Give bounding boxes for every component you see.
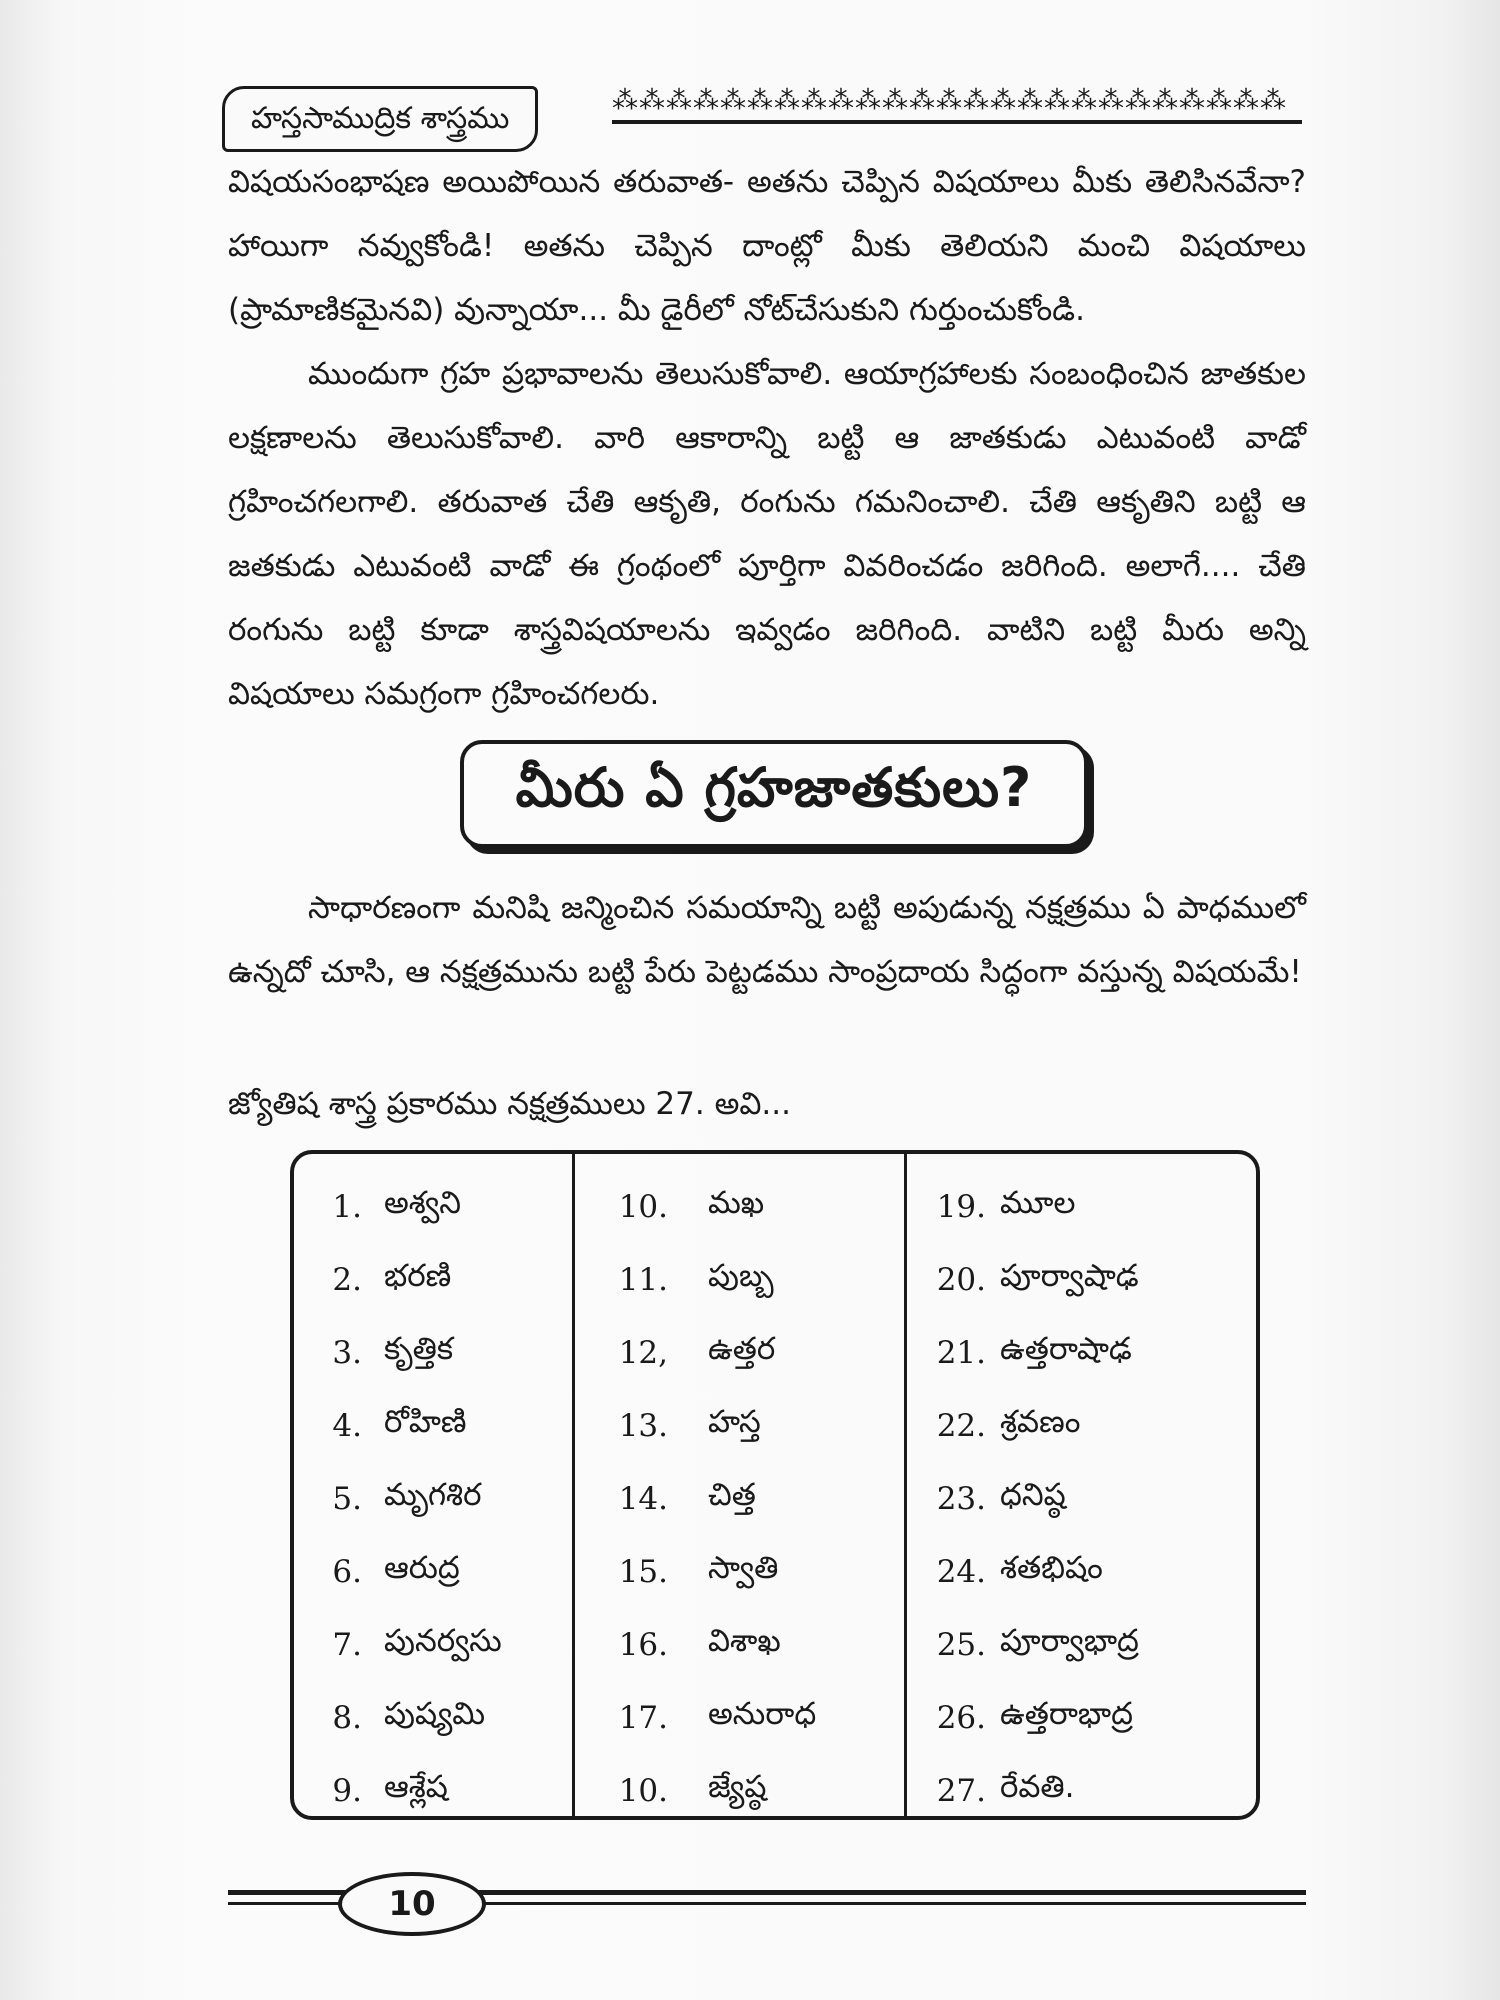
nakshatra-number: 17. xyxy=(618,1699,668,1736)
nakshatra-number: 3. xyxy=(332,1334,362,1371)
nakshatra-row xyxy=(920,1243,1139,1316)
nakshatra-row xyxy=(594,1535,816,1608)
nakshatra-row xyxy=(294,1243,502,1316)
nakshatra-row xyxy=(594,1608,816,1681)
nakshatra-row xyxy=(294,1389,502,1462)
section-heading-box xyxy=(460,740,1088,848)
nakshatra-row xyxy=(294,1170,502,1243)
nakshatra-number: 10. xyxy=(618,1188,668,1225)
nakshatra-row xyxy=(920,1316,1139,1389)
nakshatra-row xyxy=(294,1535,502,1608)
nakshatra-row xyxy=(594,1389,816,1462)
running-head xyxy=(222,86,538,152)
nakshatra-number: 10. xyxy=(618,1772,668,1809)
nakshatra-row xyxy=(594,1462,816,1535)
nakshatra-row xyxy=(594,1170,816,1243)
nakshatra-name: శతభిషం xyxy=(1000,1550,1103,1586)
paragraph-text: జ్యోతిష శాస్త్ర ప్రకారము నక్షత్రములు 27. అవి... xyxy=(228,1086,791,1122)
nakshatra-number: 24. xyxy=(936,1553,986,1590)
intro-paragraph-1 xyxy=(228,150,1306,342)
paragraph-text: ముందుగా గ్రహ ప్రభావాలను తెలుసుకోవాలి. ఆయాగ్రహాలకు సంబంధించిన జాతకుల లక్షణాలను తెలుసుకోవాలి. వారి ఆకారాన్ని బట్టి ఆ జాతకుడు ఎటువంటి వాడో గ్రహించగలగాలి. తరువాత చేతి ఆకృతి, రంగును గమనించాలి. చేతి ఆకృతిని బట్టి ఆ జతకుడు ఎటువంటి వాడో ఈ గ్రంథంలో పూర్తిగా వివరించడం జరిగింది. అలాగే.... చేతి రంగును బట్టి కూడా శాస్త్రవిషయాలను ఇవ్వడం జరిగింది. వాటిని బట్టి మీరు అన్ని విషయాలు సమగ్రంగా గ్రహించగలరు. xyxy=(228,356,1306,712)
nakshatra-number: 12, xyxy=(618,1334,668,1371)
nakshatra-number: 5. xyxy=(332,1480,362,1517)
nakshatra-number: 9. xyxy=(332,1772,362,1809)
nakshatra-column-3 xyxy=(920,1170,1139,1827)
nakshatra-number: 4. xyxy=(332,1407,362,1444)
nakshatra-number: 14. xyxy=(618,1480,668,1517)
nakshatra-number: 26. xyxy=(936,1699,986,1736)
nakshatra-name: పూర్వాషాఢ xyxy=(1000,1258,1139,1294)
nakshatra-name: కృత్తిక xyxy=(384,1331,454,1367)
nakshatra-name: పుష్యమి xyxy=(384,1696,486,1732)
nakshatra-row xyxy=(594,1316,816,1389)
nakshatra-column-1 xyxy=(294,1170,502,1827)
nakshatra-number: 11. xyxy=(618,1261,668,1298)
nakshatra-name: భరణి xyxy=(384,1258,452,1294)
nakshatra-column-2 xyxy=(594,1170,816,1827)
nakshatra-name: ఆశ్లేష xyxy=(384,1769,448,1805)
nakshatra-row xyxy=(920,1389,1139,1462)
nakshatra-name: శ్రవణం xyxy=(1000,1404,1081,1440)
nakshatra-name: ఉత్తరాషాఢ xyxy=(1000,1331,1132,1367)
intro-paragraph-2 xyxy=(228,342,1306,726)
nakshatra-name: పునర్వసు xyxy=(384,1623,502,1659)
nakshatra-name: ఆరుద్ర xyxy=(384,1550,460,1586)
nakshatra-name: మృగశిర xyxy=(384,1477,482,1513)
column-divider xyxy=(904,1154,907,1816)
nakshatra-number: 27. xyxy=(936,1772,986,1809)
nakshatra-row xyxy=(294,1754,502,1827)
nakshatra-number: 6. xyxy=(332,1553,362,1590)
paragraph-text: సాధారణంగా మనిషి జన్మించిన సమయాన్ని బట్టి అపుడున్న నక్షత్రము ఏ పాధములో ఉన్నదో చూసి, ఆ నక్షత్రమును బట్టి పేరు పెట్టడము సాంప్రదాయ సిద్ధంగా వస్తున్న విషయమే! xyxy=(228,890,1306,990)
nakshatra-name: ఉత్తరాభాద్ర xyxy=(1000,1696,1134,1732)
running-head-title: హస్తసాముద్రిక శాస్త్రము xyxy=(251,101,510,136)
paragraph-text: విషయసంభాషణ అయిపోయిన తరువాత- అతను చెప్పిన విషయాలు మీకు తెలిసినవేనా? హాయిగా నవ్వుకోండి! అతను చెప్పిన దాంట్లో మీకు తెలియని మంచి విషయాలు (ప్రామాణికమైనవి) వున్నాయా... మీ డైరీలో నోట్‌చేసుకుని గుర్తుంచుకోండి. xyxy=(228,164,1306,328)
header-ornament-rule xyxy=(612,86,1302,130)
nakshatra-row xyxy=(594,1754,816,1827)
nakshatra-name: హస్త xyxy=(708,1404,761,1440)
nakshatra-number: 7. xyxy=(332,1626,362,1663)
page-number-badge xyxy=(338,1872,486,1936)
nakshatra-row xyxy=(920,1608,1139,1681)
nakshatra-number: 19. xyxy=(936,1188,986,1225)
nakshatra-row xyxy=(920,1681,1139,1754)
nakshatra-name: స్వాతి xyxy=(708,1550,779,1586)
nakshatra-number: 25. xyxy=(936,1626,986,1663)
nakshatra-number: 16. xyxy=(618,1626,668,1663)
body-paragraph-2 xyxy=(228,1072,1306,1136)
nakshatra-number: 20. xyxy=(936,1261,986,1298)
nakshatra-name: రోహిణి xyxy=(384,1404,467,1440)
page-footer xyxy=(228,1872,1306,1932)
nakshatra-number: 21. xyxy=(936,1334,986,1371)
nakshatra-name: రేవతి. xyxy=(1000,1769,1075,1805)
nakshatra-name: మఖ xyxy=(708,1185,765,1221)
ornament-border: ⁂⁂⁂⁂⁂⁂⁂⁂⁂⁂⁂⁂⁂⁂⁂⁂⁂⁂⁂⁂⁂⁂⁂⁂⁂ xyxy=(612,86,1287,116)
nakshatra-name: అనురాధ xyxy=(708,1696,817,1732)
nakshatra-number: 22. xyxy=(936,1407,986,1444)
nakshatra-name: పూర్వాభాద్ర xyxy=(1000,1623,1139,1659)
column-divider xyxy=(572,1154,575,1816)
nakshatra-name: చిత్త xyxy=(708,1477,756,1513)
nakshatra-row xyxy=(294,1681,502,1754)
nakshatra-row xyxy=(920,1462,1139,1535)
nakshatra-row xyxy=(294,1316,502,1389)
nakshatra-row xyxy=(594,1243,816,1316)
nakshatra-row xyxy=(294,1608,502,1681)
nakshatra-row xyxy=(920,1170,1139,1243)
nakshatra-number: 13. xyxy=(618,1407,668,1444)
nakshatra-number: 1. xyxy=(332,1188,362,1225)
nakshatra-row xyxy=(920,1535,1139,1608)
nakshatra-number: 2. xyxy=(332,1261,362,1298)
nakshatra-name: విశాఖ xyxy=(708,1623,781,1659)
nakshatra-name: ఉత్తర xyxy=(708,1331,776,1367)
nakshatra-number: 23. xyxy=(936,1480,986,1517)
header-rule-line xyxy=(612,120,1302,124)
nakshatra-row xyxy=(920,1754,1139,1827)
body-paragraph-1 xyxy=(228,876,1306,1004)
section-heading: మీరు ఏ గ్రహజాతకులు? xyxy=(515,755,1033,819)
nakshatra-row xyxy=(294,1462,502,1535)
nakshatra-row xyxy=(594,1681,816,1754)
nakshatra-number: 8. xyxy=(332,1699,362,1736)
nakshatra-table xyxy=(290,1150,1260,1820)
nakshatra-name: పుబ్బ xyxy=(708,1258,774,1294)
nakshatra-name: మూల xyxy=(1000,1185,1076,1221)
nakshatra-number: 15. xyxy=(618,1553,668,1590)
nakshatra-name: అశ్వని xyxy=(384,1185,462,1221)
nakshatra-name: ధనిష్ఠ xyxy=(1000,1477,1066,1513)
page-number: 10 xyxy=(388,1884,436,1924)
nakshatra-name: జ్యేష్ఠ xyxy=(708,1769,767,1805)
